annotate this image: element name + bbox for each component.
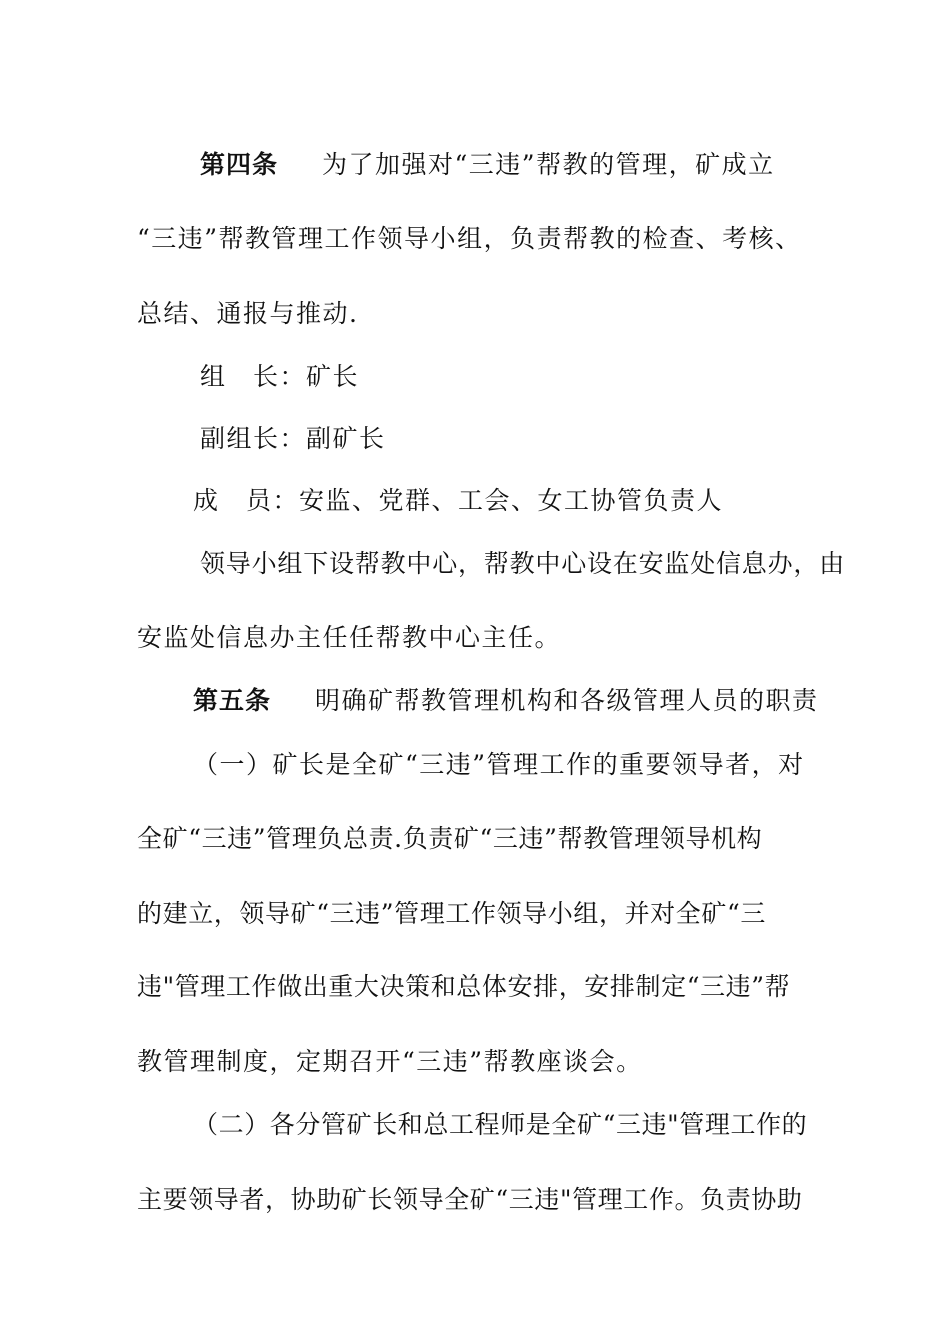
item1-line1: （一）矿长是全矿“三违”管理工作的重要领导者，对: [193, 750, 805, 779]
item1-line4: 违"管理工作做出重大决策和总体安排，安排制定“三违”帮: [137, 972, 791, 1001]
article5-heading: 第五条: [193, 686, 272, 715]
article5-line: [193, 684, 823, 718]
article4-line3: 总结、通报与推动.: [137, 299, 359, 328]
center-line1: 领导小组下设帮教中心，帮教中心设在安监处信息办，由: [200, 549, 846, 578]
group-deputy: 副组长：副矿长: [200, 424, 386, 453]
item2-line2: 主要领导者，协助矿长领导全矿“三违"管理工作。负责协助: [137, 1185, 803, 1214]
group-leader: 组 长：矿长: [200, 362, 360, 391]
item1-line5: 教管理制度，定期召开“三违”帮教座谈会。: [137, 1047, 643, 1076]
center-line2: 安监处信息办主任任帮教中心主任。: [137, 623, 562, 652]
article4-text: 为了加强对“三违”帮教的管理，矿成立: [322, 150, 775, 179]
article4-line2: “三违”帮教管理工作领导小组，负责帮教的检查、考核、: [137, 224, 802, 253]
article5-text: 明确矿帮教管理机构和各级管理人员的职责: [315, 686, 819, 715]
group-members: 成 员：安监、党群、工会、女工协管负责人: [193, 486, 724, 515]
item1-line3: 的建立，领导矿“三违”管理工作领导小组，并对全矿“三: [137, 899, 766, 928]
article4-heading: 第四条: [200, 150, 279, 179]
article4-line1: [200, 148, 820, 182]
item1-line2: 全矿“三违”管理负总责.负责矿“三违”帮教管理领导机构: [137, 824, 763, 853]
item2-line1: （二）各分管矿长和总工程师是全矿“三违"管理工作的: [193, 1110, 808, 1139]
